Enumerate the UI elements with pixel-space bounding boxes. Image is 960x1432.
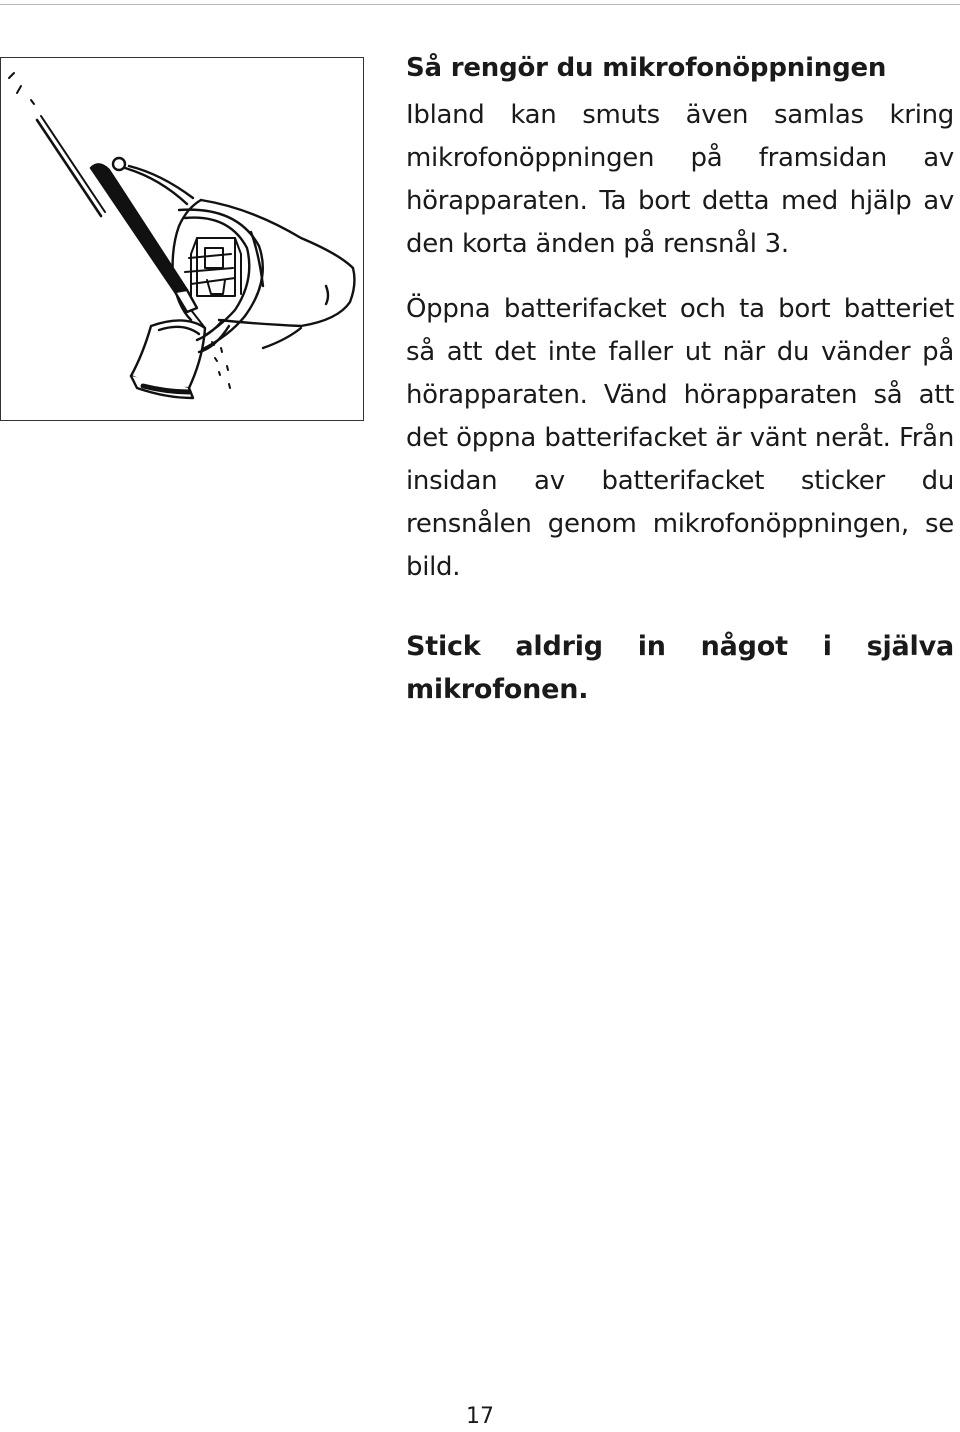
warning-text: Stick aldrig in något i själva mikrofonen. <box>406 631 954 705</box>
text-column <box>406 52 954 711</box>
illustration-frame <box>0 57 364 421</box>
debris-specks-top <box>9 73 34 104</box>
page-number: 17 <box>466 1404 494 1429</box>
hearing-aid-cleaning-illustration <box>1 58 363 420</box>
section-heading: Så rengör du mikrofonöppningen <box>406 53 887 83</box>
top-rule <box>0 4 960 5</box>
instruction-paragraph: Öppna batterifacket och ta bort batteriet så att det inte faller ut när du vänder på hörapparaten. Vänd hörapparaten så att det öppna batterifacket är vänt neråt. Från insidan av batterifacket sticker du rensnålen genom mikrofonöppningen, se bild. <box>406 294 954 582</box>
debris-specks-bottom <box>212 342 230 388</box>
battery-door <box>131 320 205 398</box>
intro-paragraph: Ibland kan smuts även samlas kring mikrofonöppningen på framsidan av hörapparaten. Ta bort detta med hjälp av den korta änden på rensnål 3. <box>406 100 954 259</box>
internal-components <box>185 238 241 298</box>
